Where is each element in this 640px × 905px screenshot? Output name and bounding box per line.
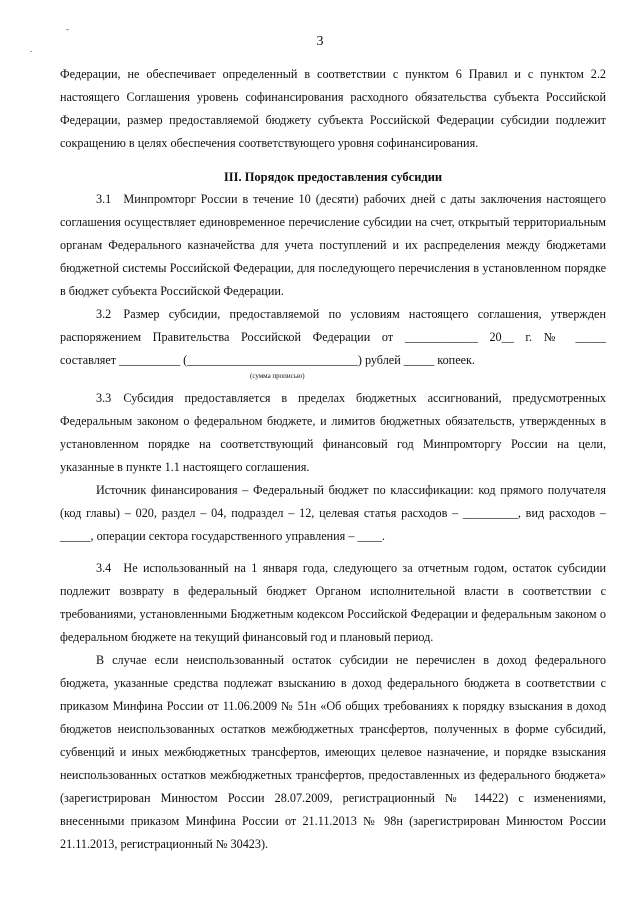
clause-3-1: 3.1 Минпромторг России в течение 10 (десяти) рабочих дней с даты заключения настоящего соглашения осуществляет единовременное перечисление субсидии на счет, открытый территориальным органам Федерального казначейства для учета поступлений и их распределения между бюджетами бюджетной системы Российской Федерации, для последующего перечисления в установленном порядке в бюджет субъекта Российской Федерации. bbox=[60, 192, 606, 298]
clause-3-3: 3.3 Субсидия предоставляется в пределах бюджетных ассигнований, предусмотренных Федеральным законом о федеральном бюджете, и лимитов бюджетных обязательств, утвержденных в установленном порядке на соответствующий финансовый год Минпромторгу России на цели, указанные в пункте 1.1 настоящего соглашения. bbox=[60, 391, 606, 474]
clause-3-2-line1: 3.2 Размер субсидии, предоставляемой по условиям настоящего соглашения, утвержден распоряжением Правительства Российской Федерации от ____________ 20__ г. № _____ bbox=[60, 307, 606, 344]
document-body bbox=[60, 63, 606, 856]
financing-source: Источник финансирования – Федеральный бюджет по классификации: код прямого получателя (код главы) – 020, раздел – 04, подраздел – 12, целевая статья расходов – _________, вид расходов – _____, операции сектора государственного управления – ____. bbox=[60, 483, 606, 543]
clause-3-2-line2: составляет __________ (____________________________) рублей _____ копеек. bbox=[60, 353, 475, 367]
amount-in-words-caption: (сумма прописью) bbox=[250, 372, 305, 380]
clause-3-4: 3.4 Не использованный на 1 января года, следующего за отчетным годом, остаток субсидии подлежит возврату в федеральный бюджет Органом исполнительной власти в соответствии с требованиями, установленными Бюджетным кодексом Российской Федерации и федеральным законом о федеральном бюджете на текущий финансовый год и плановый период. bbox=[60, 561, 606, 644]
scan-mark: - bbox=[66, 24, 69, 34]
page-number: 3 bbox=[316, 34, 324, 49]
paragraph-continuation: Федерации, не обеспечивает определенный в соответствии с пунктом 6 Правил и с пунктом 2.2 настоящего Соглашения уровень софинансирования расходного обязательства субъекта Российской Федерации, размер предоставляемой бюджету субъекта Российской Федерации субсидии подлежит сокращению в целях обеспечения соответствующего уровня софинансирования. bbox=[60, 67, 606, 150]
scan-mark: . bbox=[30, 44, 33, 54]
section-heading: III. Порядок предоставления субсидии bbox=[223, 170, 443, 184]
recovery-paragraph: В случае если неиспользованный остаток субсидии не перечислен в доход федерального бюджета, указанные средства подлежат взысканию в доход федерального бюджета в соответствии с приказом Минфина России от 11.06.2009 № 51н «Об общих требованиях к порядку взыскания в доход бюджетов неиспользованных остатков межбюджетных трансфертов, полученных в форме субсидий, субвенций и иных межбюджетных трансфертов, имеющих целевое назначение, и порядке взыскания неиспользованных остатков межбюджетных трансфертов, предоставленных из федерального бюджета» (зарегистрирован Минюстом России 28.07.2009, регистрационный № 14422) с изменениями, внесенными приказом Минфина России от 21.11.2013 № 98н (зарегистрирован Минюстом России 21.11.2013, регистрационный № 30423). bbox=[60, 653, 606, 851]
